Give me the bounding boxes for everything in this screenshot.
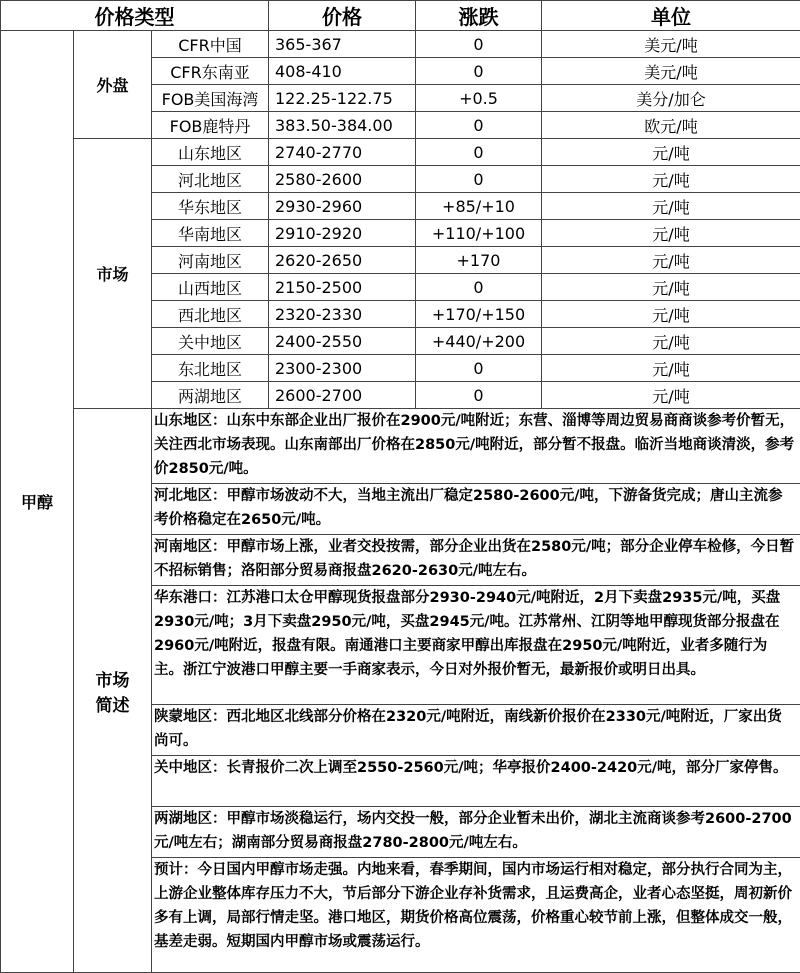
product-cell: 甲醇 (1, 31, 74, 973)
row-price: 122.25-122.75 (269, 85, 416, 112)
row-price: 2580-2600 (269, 166, 416, 193)
table-row (1, 31, 800, 58)
market-group-cell: 市场 (74, 139, 152, 409)
row-unit: 元/吨 (542, 193, 800, 220)
row-name: CFR东南亚 (152, 58, 269, 85)
row-unit: 元/吨 (542, 247, 800, 274)
table-row (1, 139, 800, 166)
row-name: 西北地区 (152, 301, 269, 328)
row-change: 0 (416, 139, 542, 166)
row-price: 2620-2650 (269, 247, 416, 274)
row-unit: 元/吨 (542, 220, 800, 247)
summary-row (1, 409, 800, 484)
header-type: 价格类型 (1, 1, 269, 31)
summary-group-cell (74, 409, 152, 973)
row-unit: 欧元/吨 (542, 112, 800, 139)
row-price: 2600-2700 (269, 382, 416, 409)
row-name: 山东地区 (152, 139, 269, 166)
row-unit: 元/吨 (542, 301, 800, 328)
row-name: CFR中国 (152, 31, 269, 58)
row-price: 365-367 (269, 31, 416, 58)
header-unit: 单位 (542, 1, 800, 31)
row-unit: 元/吨 (542, 139, 800, 166)
row-price: 2150-2500 (269, 274, 416, 301)
row-name: FOB鹿特丹 (152, 112, 269, 139)
summary-text: 预计：今日国内甲醇市场走强。内地来看，春季期间，国内市场运行相对稳定，部分执行合同为主，上游企业整体库存压力不大，节后部分下游企业存补货需求，且运费高企，业者心态坚挺，周初新价多有上调，局部行情走坚。港口地区，期货价格高位震荡，价格重心较节前上涨，但整体成交一般，基差走弱。短期国内甲醇市场或震荡运行。 (152, 858, 800, 973)
row-change: 0 (416, 112, 542, 139)
row-price: 2910-2920 (269, 220, 416, 247)
summary-text: 山东地区：山东中东部企业出厂报价在2900元/吨附近；东营、淄博等周边贸易商商谈参考价暂无，关注西北市场表现。山东南部出厂价格在2850元/吨附近，部分暂不报盘。临沂当地商谈清淡，参考价2850元/吨。 (152, 409, 800, 484)
row-price: 2300-2300 (269, 355, 416, 382)
foreign-group-cell: 外盘 (74, 31, 152, 139)
row-change: +110/+100 (416, 220, 542, 247)
row-name: 华南地区 (152, 220, 269, 247)
row-change: 0 (416, 355, 542, 382)
row-change: +0.5 (416, 85, 542, 112)
row-change: +440/+200 (416, 328, 542, 355)
row-price: 408-410 (269, 58, 416, 85)
row-change: +170 (416, 247, 542, 274)
row-name: 两湖地区 (152, 382, 269, 409)
row-change: +170/+150 (416, 301, 542, 328)
row-change: 0 (416, 382, 542, 409)
row-name: 关中地区 (152, 328, 269, 355)
summary-text: 两湖地区：甲醇市场淡稳运行，场内交投一般，部分企业暂未出价，湖北主流商谈参考2600-2700元/吨左右；湖南部分贸易商报盘2780-2800元/吨左右。 (152, 807, 800, 858)
summary-text: 关中地区：长青报价二次上调至2550-2560元/吨；华亭报价2400-2420元/吨，部分厂家停售。 (152, 756, 800, 807)
summary-group-label: 市场简述 (94, 666, 131, 716)
row-unit: 元/吨 (542, 328, 800, 355)
row-unit: 元/吨 (542, 166, 800, 193)
row-unit: 元/吨 (542, 274, 800, 301)
summary-text: 河北地区：甲醇市场波动不大，当地主流出厂稳定2580-2600元/吨，下游备货完成；唐山主流参考价格稳定在2650元/吨。 (152, 484, 800, 535)
row-change: 0 (416, 274, 542, 301)
row-change: 0 (416, 166, 542, 193)
row-change: 0 (416, 31, 542, 58)
row-price: 2930-2960 (269, 193, 416, 220)
row-name: 河北地区 (152, 166, 269, 193)
row-price: 2740-2770 (269, 139, 416, 166)
row-change: 0 (416, 58, 542, 85)
row-unit: 元/吨 (542, 355, 800, 382)
row-name: 华东地区 (152, 193, 269, 220)
summary-text: 华东港口：江苏港口太仓甲醇现货报盘部分2930-2940元/吨附近，2月下卖盘2935元/吨，买盘2930元/吨；3月下卖盘2950元/吨，买盘2945元/吨。江苏常州、江阴等地甲醇现货部分报盘在2960元/吨附近，报盘有限。南通港口主要商家甲醇出库报盘在2950元/吨附近，业者多随行为主。浙江宁波港口甲醇主要一手商家表示，今日对外报价暂无，最新报价或明日出具。 (152, 586, 800, 705)
row-price: 383.50-384.00 (269, 112, 416, 139)
header-price: 价格 (269, 1, 416, 31)
row-unit: 美元/吨 (542, 31, 800, 58)
row-name: 河南地区 (152, 247, 269, 274)
row-name: 东北地区 (152, 355, 269, 382)
row-change: +85/+10 (416, 193, 542, 220)
row-price: 2320-2330 (269, 301, 416, 328)
summary-text: 河南地区：甲醇市场上涨，业者交投按需，部分企业出货在2580元/吨；部分企业停车检修，今日暂不招标销售；洛阳部分贸易商报盘2620-2630元/吨左右。 (152, 535, 800, 586)
row-unit: 元/吨 (542, 382, 800, 409)
row-unit: 美分/加仑 (542, 85, 800, 112)
summary-text: 陕蒙地区：西北地区北线部分价格在2320元/吨附近，南线新价报价在2330元/吨附近，厂家出货尚可。 (152, 705, 800, 756)
row-unit: 美元/吨 (542, 58, 800, 85)
row-price: 2400-2550 (269, 328, 416, 355)
row-name: FOB美国海湾 (152, 85, 269, 112)
header-change: 涨跌 (416, 1, 542, 31)
header-row (1, 1, 800, 31)
row-name: 山西地区 (152, 274, 269, 301)
